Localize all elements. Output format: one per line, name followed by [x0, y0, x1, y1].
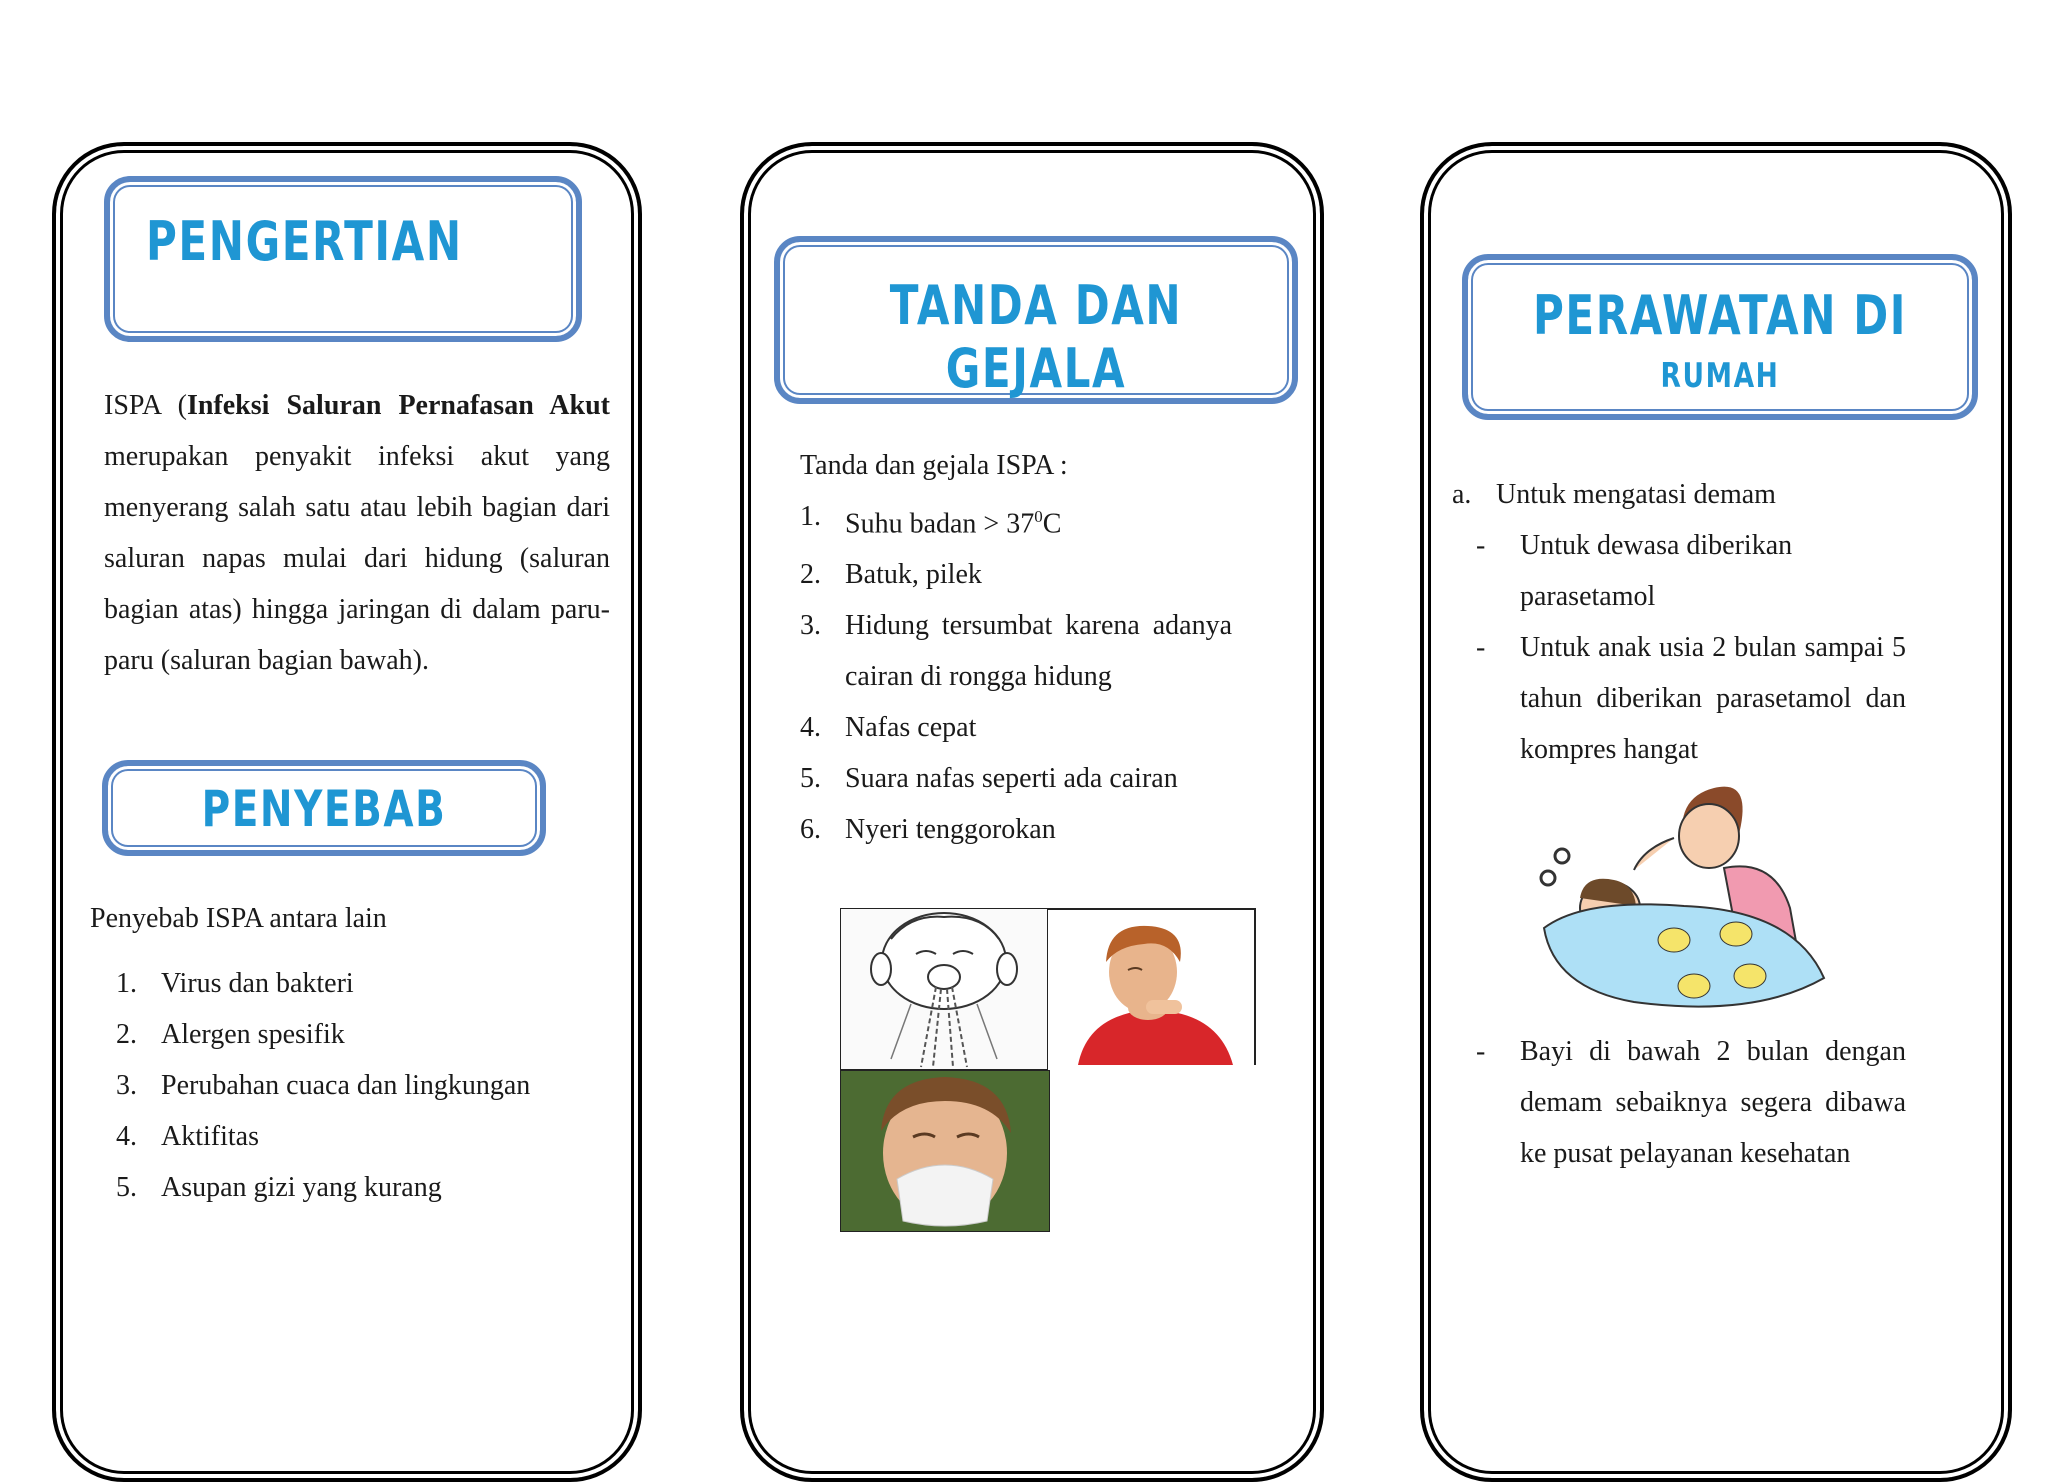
list-item: 2. Alergen spesifik [116, 1019, 345, 1050]
list-item: 1. Virus dan bakteri [116, 968, 354, 999]
boy-blowing-nose [840, 1070, 1050, 1232]
panel-pengertian [52, 142, 642, 1482]
panel-perawatan [1420, 142, 2012, 1482]
panel-tanda-gejala [740, 142, 1324, 1482]
heading-penyebab: PENYEBAB [201, 780, 447, 838]
list-item: - Untuk dewasa diberikan parasetamol [1476, 530, 1793, 612]
list-item-a: a. Untuk mengatasi demam [1452, 479, 1776, 510]
list-item: 1. Suhu badan > $37^0C$ [800, 501, 1062, 540]
mother-caring-sick-child [1524, 778, 1854, 1018]
list-item: 3. Hidung tersumbat karena adanya cairan di rongga hidung [800, 610, 1232, 693]
heading-box-perawatan [1462, 254, 1978, 420]
heading-box-tanda-gejala [774, 236, 1298, 404]
causes-list [116, 958, 616, 1213]
list-item: 2. Batuk, pilek [800, 559, 982, 591]
list-item: - Bayi di bawah 2 bulan dengan demam sebaiknya segera dibawa ke pusat pelayanan kesehatan [1476, 1036, 1906, 1169]
heading-box-penyebab [102, 760, 546, 856]
treatment-content [1452, 469, 1906, 775]
list-item: 5. Suara nafas seperti ada cairan [800, 763, 1178, 795]
heading-pengertian: PENGERTIAN [146, 210, 463, 273]
sneezing-man-sketch [840, 908, 1048, 1070]
heading-perawatan-line1: PERAWATAN DI [1532, 284, 1908, 347]
heading-tanda-gejala: TANDA DAN GEJALA [889, 274, 1183, 400]
definition-paragraph: ISPA (Infeksi Saluran Pernafasan Akut merupakan penyakit infeksi akut yang menyerang salah satu atau lebih bagian dari saluran napas mulai dari hidung (saluran bagian atas) hingga jaringan di dalam paru-paru (saluran bagian bawah). [104, 390, 610, 676]
list-item: 6. Nyeri tenggorokan [800, 814, 1056, 846]
symptoms-list [800, 491, 1232, 855]
treatment-content-2 [1476, 1026, 1906, 1179]
coughing-boy [1048, 908, 1256, 1065]
heading-perawatan-line2: RUMAH [1660, 356, 1780, 396]
list-item: 3. Perubahan cuaca dan lingkungan [116, 1070, 531, 1101]
list-item: - Untuk anak usia 2 bulan sampai 5 tahun diberikan parasetamol dan kompres hangat [1476, 632, 1906, 765]
list-item: 4. Aktifitas [116, 1121, 259, 1152]
list-item: 5. Asupan gizi yang kurang [116, 1172, 442, 1203]
causes-intro: Penyebab ISPA antara lain [90, 903, 387, 934]
symptoms-intro: Tanda dan gejala ISPA : [800, 450, 1068, 481]
list-item: 4. Nafas cepat [800, 712, 977, 744]
heading-box-pengertian [104, 176, 582, 342]
